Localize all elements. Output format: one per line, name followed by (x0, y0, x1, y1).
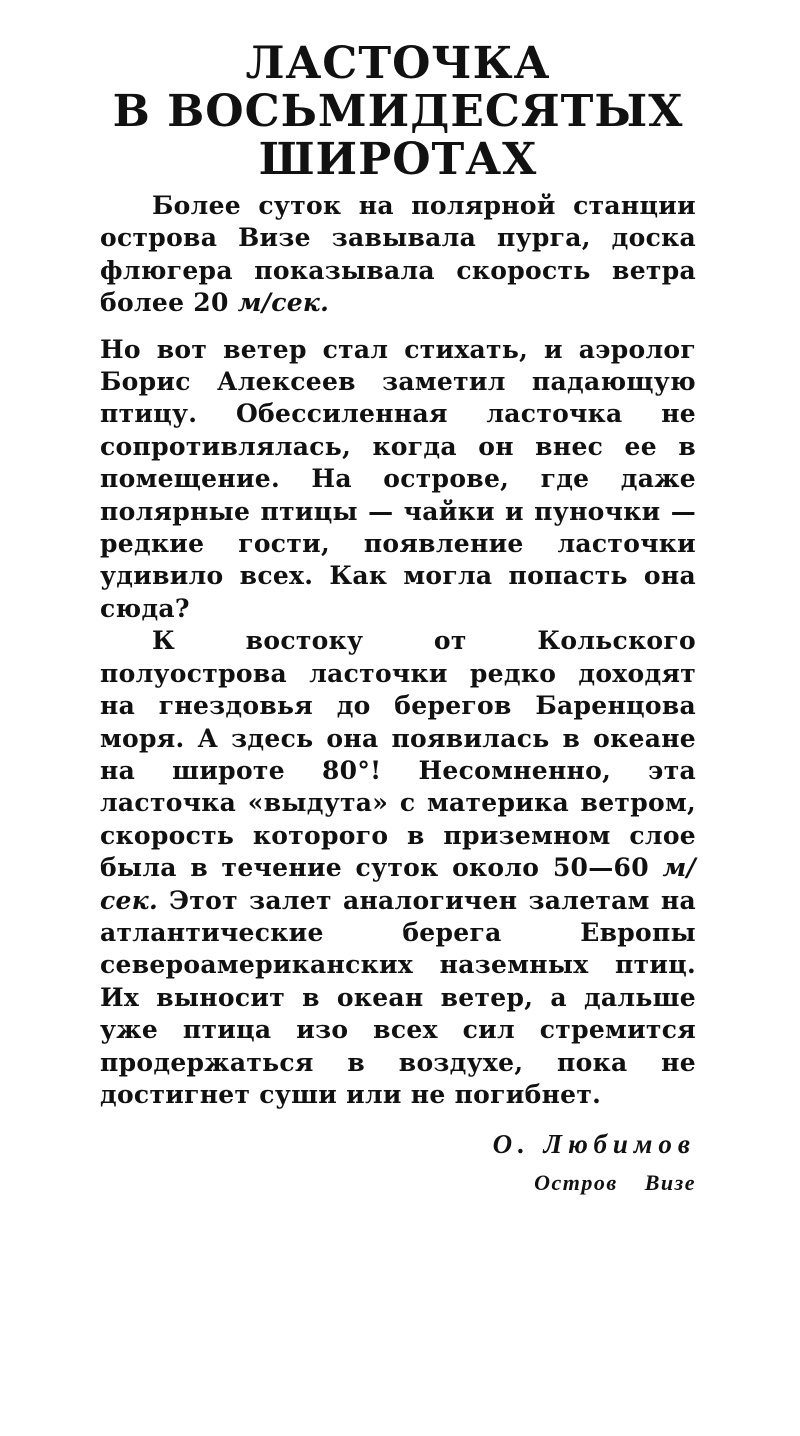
lead-paragraph (100, 190, 696, 320)
article-body (100, 190, 696, 1111)
paragraph: Но вот ветер стал стихать, и аэролог Борис Алексеев заметил падающую птицу. Обессиленная ласточка не сопротивлялась, когда он внес ее в помещение. На острове, где даже полярные птицы — чайки и пуночки — редкие гости, появление ласточки удивило всех. Как могла попасть она сюда? (100, 334, 696, 623)
paragraph-text: К востоку от Кольского полуострова ласточки редко доходят на гнездовья до берегов Баренцова моря. А здесь она появилась в океане на широте 80°! Несомненно, эта ласточка «выдута» с материка ветром, скорость которого в приземном слое была в течение суток около 50—60 (100, 626, 696, 883)
headline-line: ЛАСТОЧКА (245, 38, 551, 89)
newspaper-article (100, 40, 696, 1196)
paragraph (100, 625, 696, 1111)
paragraph-text: Этот залет аналогичен залетам на атлантические берега Европы североамериканских наземных птиц. Их выносит в океан ветер, а дальше уже птица изо всех сил стремится продержаться в воздухе, пока не достигнет суши или не погибнет. (100, 885, 696, 1109)
headline-line: ШИРОТАХ (258, 134, 538, 185)
headline (100, 40, 696, 184)
speed-unit: м/сек. (237, 288, 330, 318)
lead-text: Более суток на полярной станции острова Визе завывала пурга, доска флюгера показывала скорость ветра более 20 (100, 191, 696, 318)
author-signature: О. Любимов (492, 1129, 696, 1160)
speed-unit: м/сек. (100, 853, 696, 915)
headline-line: В ВОСЬМИДЕСЯТЫХ (112, 86, 684, 137)
dateline-place: Остров Визе (534, 1170, 696, 1196)
